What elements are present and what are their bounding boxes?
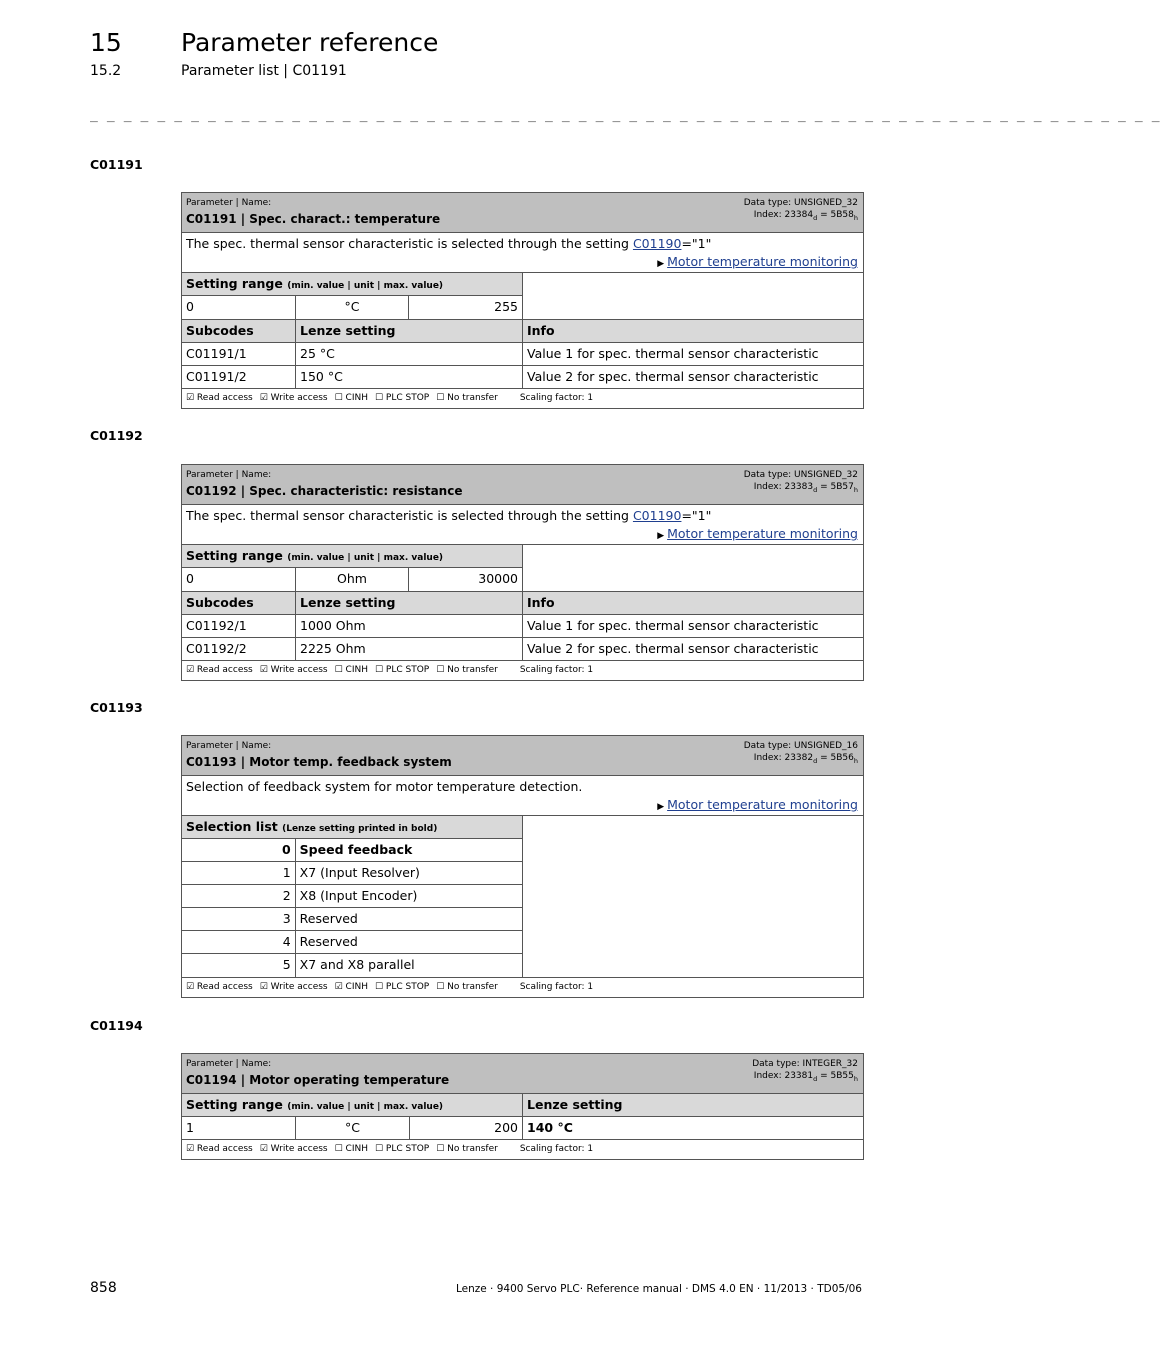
param-table-c01194 bbox=[181, 1053, 864, 1160]
param-name: C01193 | Motor temp. feedback system bbox=[186, 755, 452, 769]
setting-range-label: Setting range bbox=[186, 276, 283, 291]
param-heading-c01193: C01193 bbox=[90, 700, 143, 715]
access-flags: ☑ Read access ☑ Write access ☐ CINH ☐ PLC STOP ☐ No transfer Scaling factor: 1 bbox=[186, 665, 594, 675]
subcodes-header: Subcodes Lenze setting Info bbox=[182, 592, 863, 615]
param-header bbox=[182, 736, 863, 776]
data-type: Data type: UNSIGNED_32 bbox=[743, 470, 858, 480]
param-header bbox=[182, 193, 863, 233]
scaling-factor: Scaling factor: 1 bbox=[519, 982, 594, 992]
setting-range-label: Setting range bbox=[186, 548, 283, 563]
param-heading-c01192: C01192 bbox=[90, 428, 143, 443]
scaling-factor: Scaling factor: 1 bbox=[519, 665, 594, 675]
chapter-title: Parameter reference bbox=[181, 28, 439, 57]
subcodes-header: Subcodes Lenze setting Info bbox=[182, 320, 863, 343]
max-value: 255 bbox=[494, 299, 519, 314]
link-c01190[interactable]: C01190 bbox=[632, 508, 682, 523]
link-motor-temp-monitoring[interactable]: Motor temperature monitoring bbox=[667, 254, 858, 269]
param-name-label: Parameter | Name: bbox=[186, 741, 272, 751]
max-value: 30000 bbox=[478, 571, 519, 586]
param-name: C01192 | Spec. characteristic: resistance bbox=[186, 484, 463, 498]
data-type: Data type: UNSIGNED_16 bbox=[743, 741, 858, 751]
arrow-right-icon: ▶ bbox=[657, 531, 665, 541]
arrow-right-icon: ▶ bbox=[657, 802, 665, 812]
param-header bbox=[182, 465, 863, 505]
table-row: C01191/2 150 °C Value 2 for spec. thermal sensor characteristic bbox=[182, 366, 863, 389]
param-index: Index: $23383_d = 5B57_h$ bbox=[753, 482, 858, 494]
data-type: Data type: INTEGER_32 bbox=[752, 1059, 858, 1069]
table-row: C01192/2 2225 Ohm Value 2 for spec. thermal sensor characteristic bbox=[182, 638, 863, 661]
selection-list-label: Selection list bbox=[186, 819, 278, 834]
param-index: Index: $23382_d = 5B56_h$ bbox=[753, 753, 858, 765]
unit: °C bbox=[296, 1117, 410, 1139]
access-flags: ☑ Read access ☑ Write access ☐ CINH ☐ PLC STOP ☐ No transfer Scaling factor: 1 bbox=[186, 1144, 594, 1154]
description: The spec. thermal sensor characteristic is selected through the setting C01190="1" ▶ Motor temperature monitoring bbox=[182, 505, 863, 545]
lenze-setting-value: 140 °C bbox=[527, 1120, 573, 1135]
min-value: 0 bbox=[182, 296, 296, 319]
link-motor-temp-monitoring[interactable]: Motor temperature monitoring bbox=[667, 526, 858, 541]
chapter-number: 15 bbox=[90, 28, 122, 57]
param-heading-c01194: C01194 bbox=[90, 1018, 143, 1033]
access-flags: ☑ Read access ☑ Write access ☑ CINH ☐ PLC STOP ☐ No transfer Scaling factor: 1 bbox=[186, 982, 594, 992]
page-number: 858 bbox=[90, 1280, 117, 1296]
list-item: 3 Reserved bbox=[182, 908, 522, 931]
scaling-factor: Scaling factor: 1 bbox=[519, 1144, 594, 1154]
param-heading-c01191: C01191 bbox=[90, 157, 143, 172]
max-value: 200 bbox=[410, 1117, 523, 1139]
min-value: 0 bbox=[182, 568, 296, 591]
list-item: 4 Reserved bbox=[182, 931, 522, 954]
param-name: C01191 | Spec. charact.: temperature bbox=[186, 212, 441, 226]
setting-range: Setting range (min. value | unit | max. value) 0 Ohm 30000 bbox=[182, 545, 863, 592]
description: The spec. thermal sensor characteristic is selected through the setting C01190="1" ▶ Motor temperature monitoring bbox=[182, 233, 863, 273]
list-item: 2 X8 (Input Encoder) bbox=[182, 885, 522, 908]
list-item: 1 X7 (Input Resolver) bbox=[182, 862, 522, 885]
list-item: 0 Speed feedback bbox=[182, 839, 522, 862]
selection-list: Selection list (Lenze setting printed in bold) 0 Speed feedback 1 X7 (Input Resolver) 2 X8 (Input Encoder) 3 Reserved 4 Reserved 5 X7 and X8 parallel bbox=[182, 816, 863, 978]
setting-range-row bbox=[182, 1117, 863, 1140]
section-title: Parameter list | C01191 bbox=[181, 63, 347, 79]
param-table-c01192 bbox=[181, 464, 864, 681]
param-name-label: Parameter | Name: bbox=[186, 198, 272, 208]
link-c01190[interactable]: C01190 bbox=[632, 236, 682, 251]
min-value: 1 bbox=[182, 1117, 296, 1139]
table-row: C01191/1 25 °C Value 1 for spec. thermal sensor characteristic bbox=[182, 343, 863, 366]
page-footer: Lenze · 9400 Servo PLC· Reference manual · DMS 4.0 EN · 11/2013 · TD05/06 bbox=[455, 1283, 862, 1295]
related-topic[interactable] bbox=[657, 797, 858, 812]
separator-line: _ _ _ _ _ _ _ _ _ _ _ _ _ _ _ _ _ _ _ _ _ _ _ _ _ _ _ _ _ _ _ _ _ _ _ _ _ _ _ _ _ _ _ _ _ _ _ _ _ _ _ _ _ _ _ _ _ _ _ _ _ _ _ _ bbox=[90, 108, 1160, 123]
param-name-label: Parameter | Name: bbox=[186, 470, 272, 480]
param-table-c01191 bbox=[181, 192, 864, 409]
setting-range: Setting range (min. value | unit | max. value) 0 °C 255 bbox=[182, 273, 863, 320]
arrow-right-icon: ▶ bbox=[657, 259, 665, 269]
param-index: Index: $23384_d = 5B58_h$ bbox=[753, 210, 858, 222]
description: Selection of feedback system for motor temperature detection. ▶ Motor temperature monitoring bbox=[182, 776, 863, 816]
data-type: Data type: UNSIGNED_32 bbox=[743, 198, 858, 208]
param-table-c01193 bbox=[181, 735, 864, 998]
section-number: 15.2 bbox=[90, 63, 122, 79]
param-index: Index: $23381_d = 5B55_h$ bbox=[753, 1071, 858, 1083]
scaling-factor: Scaling factor: 1 bbox=[519, 393, 594, 403]
related-topic[interactable] bbox=[657, 254, 858, 269]
param-name: C01194 | Motor operating temperature bbox=[186, 1073, 450, 1087]
setting-range-header: Setting range (min. value | unit | max. value) Lenze setting bbox=[182, 1094, 863, 1117]
param-name-label: Parameter | Name: bbox=[186, 1059, 272, 1069]
unit: °C bbox=[296, 296, 410, 319]
param-header bbox=[182, 1054, 863, 1094]
related-topic[interactable] bbox=[657, 526, 858, 541]
access-flags: ☑ Read access ☑ Write access ☐ CINH ☐ PLC STOP ☐ No transfer Scaling factor: 1 bbox=[186, 393, 594, 403]
setting-range-label: Setting range bbox=[186, 1097, 283, 1112]
unit: Ohm bbox=[296, 568, 410, 591]
list-item: 5 X7 and X8 parallel bbox=[182, 954, 522, 977]
table-row: C01192/1 1000 Ohm Value 1 for spec. thermal sensor characteristic bbox=[182, 615, 863, 638]
link-motor-temp-monitoring[interactable]: Motor temperature monitoring bbox=[667, 797, 858, 812]
